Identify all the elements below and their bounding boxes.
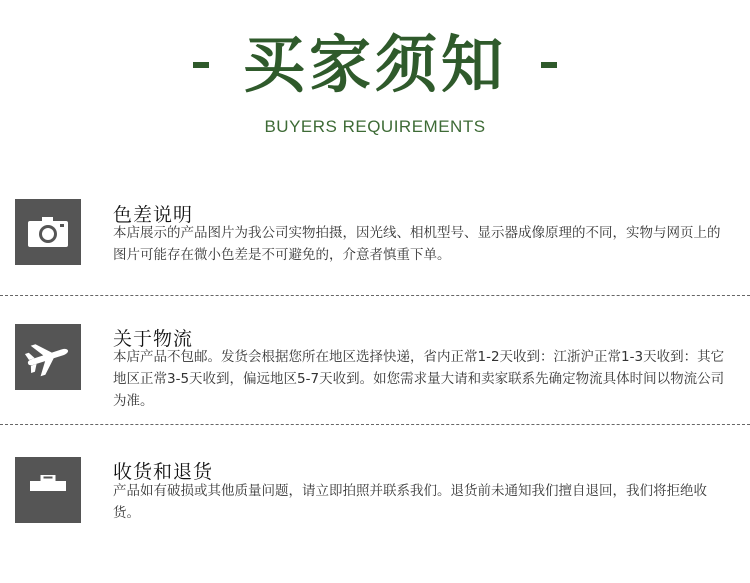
section-body: 产品如有破损或其他质量问题，请立即拍照并联系我们。退货前未通知我们擅自退回，我们将拒绝收货。 bbox=[113, 483, 707, 521]
title-dash-left bbox=[193, 62, 209, 68]
section-title: 收货和退货 bbox=[113, 461, 214, 483]
airplane-icon bbox=[15, 324, 81, 390]
page-header bbox=[0, 20, 750, 110]
title-dash-right bbox=[541, 62, 557, 68]
section-divider bbox=[0, 424, 750, 425]
briefcase-icon bbox=[15, 457, 81, 523]
section-body: 本店产品不包邮。发货会根据您所在地区选择快递，省内正常1-2天收到：江浙沪正常1-3天收到：其它地区正常3-5天收到，偏远地区5-7天收到。如您需求量大请和卖家联系先确定物流具体时间以物流公司为准。 bbox=[113, 349, 725, 409]
section-divider bbox=[0, 295, 750, 296]
camera-icon bbox=[15, 199, 81, 265]
section-body: 本店展示的产品图片为我公司实物拍摄，因光线、相机型号、显示器成像原理的不同，实物与网页上的图片可能存在微小色差是不可避免的，介意者慎重下单。 bbox=[113, 225, 721, 263]
section-title: 关于物流 bbox=[113, 328, 194, 350]
section-title: 色差说明 bbox=[113, 204, 194, 226]
page-subtitle: BUYERS REQUIREMENTS bbox=[264, 117, 486, 136]
page-title: 买家须知 bbox=[242, 28, 507, 101]
